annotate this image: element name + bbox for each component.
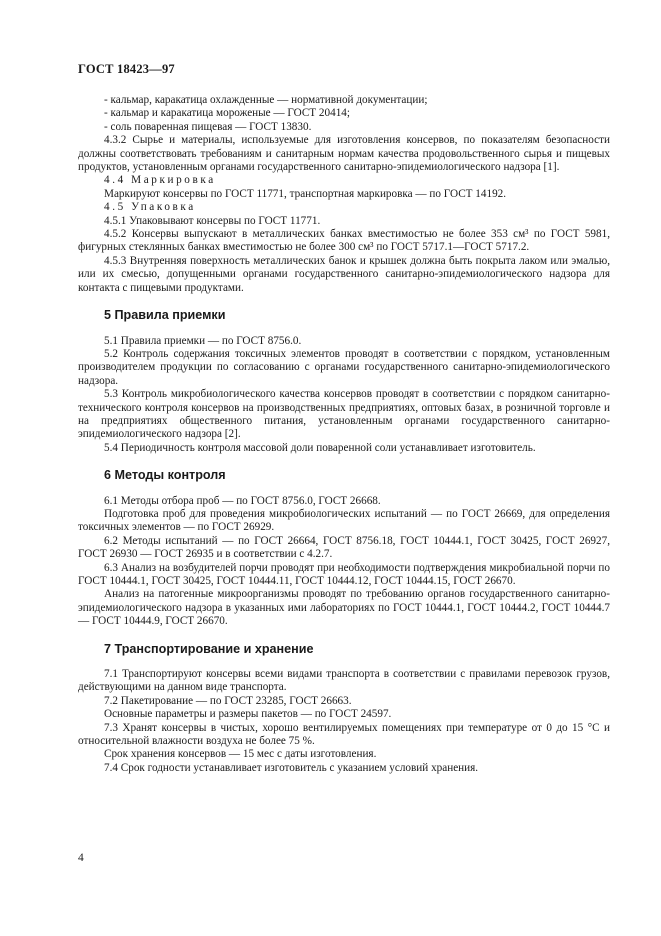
clause-7-2: 7.2 Пакетирование — по ГОСТ 23285, ГОСТ 26663.: [104, 694, 352, 707]
section-6-title: 6 Методы контроля: [104, 468, 226, 483]
section-5-title: 5 Правила приемки: [104, 308, 226, 323]
page-number: 4: [78, 852, 84, 864]
list-item: - кальмар и каракатица мороженые — ГОСТ 20414;: [104, 107, 350, 120]
list-item: - кальмар, каракатица охлажденные — нормативной документации;: [104, 94, 428, 106]
document-body: [78, 94, 610, 775]
clause-7-3-text: Срок хранения консервов — 15 мес с даты изготовления.: [104, 748, 377, 761]
list-item: - соль поваренная пищевая — ГОСТ 13830.: [104, 120, 312, 133]
clause-6-1: 6.1 Методы отбора проб — по ГОСТ 8756.0, ГОСТ 26668.: [104, 494, 381, 507]
subsection-4-5-title: 4.5 Упаковка: [104, 201, 196, 214]
document-header: ГОСТ 18423—97: [78, 62, 175, 76]
clause-6-1-text: Подготовка проб для проведения микробиологических испытаний — по ГОСТ 26669, для определения токсичных элементов — по ГОСТ 26929.: [78, 507, 610, 534]
clause-7-3: 7.3 Хранят консервы в чистых, хорошо вентилируемых помещениях при температуре от 0 до 15 °С и относительной влажности воздуха не более 75 %.: [78, 721, 610, 748]
clause-5-3: 5.3 Контроль микробиологического качества консервов проводят в соответствии с порядком санитарно-технического контроля консервов на производственных предприятиях, оптовых базах, в розничной торговле и на предприятиях общественного питания, установленным органами государственного санитарно-эпидемиологического надзора [2].: [78, 388, 610, 441]
subsection-4-4-title: 4.4 Маркировка: [104, 174, 216, 187]
clause-4-5-2: 4.5.2 Консервы выпускают в металлических банках вместимостью не более 353 см³ по ГОСТ 5981, фигурных стеклянных банках вместимостью не более 300 см³ по ГОСТ 5717.1—ГОСТ 5717.2.: [78, 228, 610, 254]
section-7-title: 7 Транспортирование и хранение: [104, 641, 314, 656]
clause-5-1: 5.1 Правила приемки — по ГОСТ 8756.0.: [104, 334, 302, 347]
clause-5-2: 5.2 Контроль содержания токсичных элементов проводят в соответствии с порядком, установленным производителем продукции по согласованию с органами государственного санитарно-эпидемиологического надзора.: [78, 347, 610, 387]
clause-4-4-text: Маркируют консервы по ГОСТ 11771, транспортная маркировка — по ГОСТ 14192.: [104, 187, 507, 200]
clause-5-4: 5.4 Периодичность контроля массовой доли поваренной соли устанавливает изготовитель.: [104, 441, 536, 454]
clause-7-2-text: Основные параметры и размеры пакетов — по ГОСТ 24597.: [104, 708, 392, 721]
clause-7-4: 7.4 Срок годности устанавливает изготовитель с указанием условий хранения.: [104, 761, 479, 774]
clause-4-3-2: 4.3.2 Сырье и материалы, используемые для изготовления консервов, по показателям безопасности должны соответствовать требованиям и санитарным нормам качества продовольственного сырья и пищевых продуктов, установленным органами государственного санитарно-эпидемиологического надзора [1].: [78, 134, 610, 174]
clause-7-1: 7.1 Транспортируют консервы всеми видами транспорта в соответствии с правилами перевозок грузов, действующими на данном виде транспорта.: [78, 668, 610, 694]
clause-6-3-text: Анализ на патогенные микроорганизмы проводят по требованию органов государственного санитарно-эпидемиологического надзора в указанных ими лабораториях по ГОСТ 10444.1, ГОСТ 10444.2, ГОСТ 10444.7 — ГОСТ 10444.9, ГОСТ 26670.: [78, 588, 610, 628]
clause-6-3: 6.3 Анализ на возбудителей порчи проводят при необходимости подтверждения микробиальной порчи по ГОСТ 10444.1, ГОСТ 30425, ГОСТ 10444.11, ГОСТ 10444.12, ГОСТ 10444.15, ГОСТ 26670.: [78, 561, 610, 587]
clause-4-5-1: 4.5.1 Упаковывают консервы по ГОСТ 11771.: [104, 214, 321, 227]
clause-6-2: 6.2 Методы испытаний — по ГОСТ 26664, ГОСТ 8756.18, ГОСТ 10444.1, ГОСТ 30425, ГОСТ 26927, ГОСТ 26930 — ГОСТ 26935 и в соответствии с 4.2.7.: [78, 534, 610, 561]
clause-4-5-3: 4.5.3 Внутренняя поверхность металлических банок и крышек должна быть покрыта лаком или эмалью, или их смесью, допущенными органами государственного санитарно-эпидемиологического надзора для контакта с пищевыми продуктами.: [78, 254, 610, 294]
